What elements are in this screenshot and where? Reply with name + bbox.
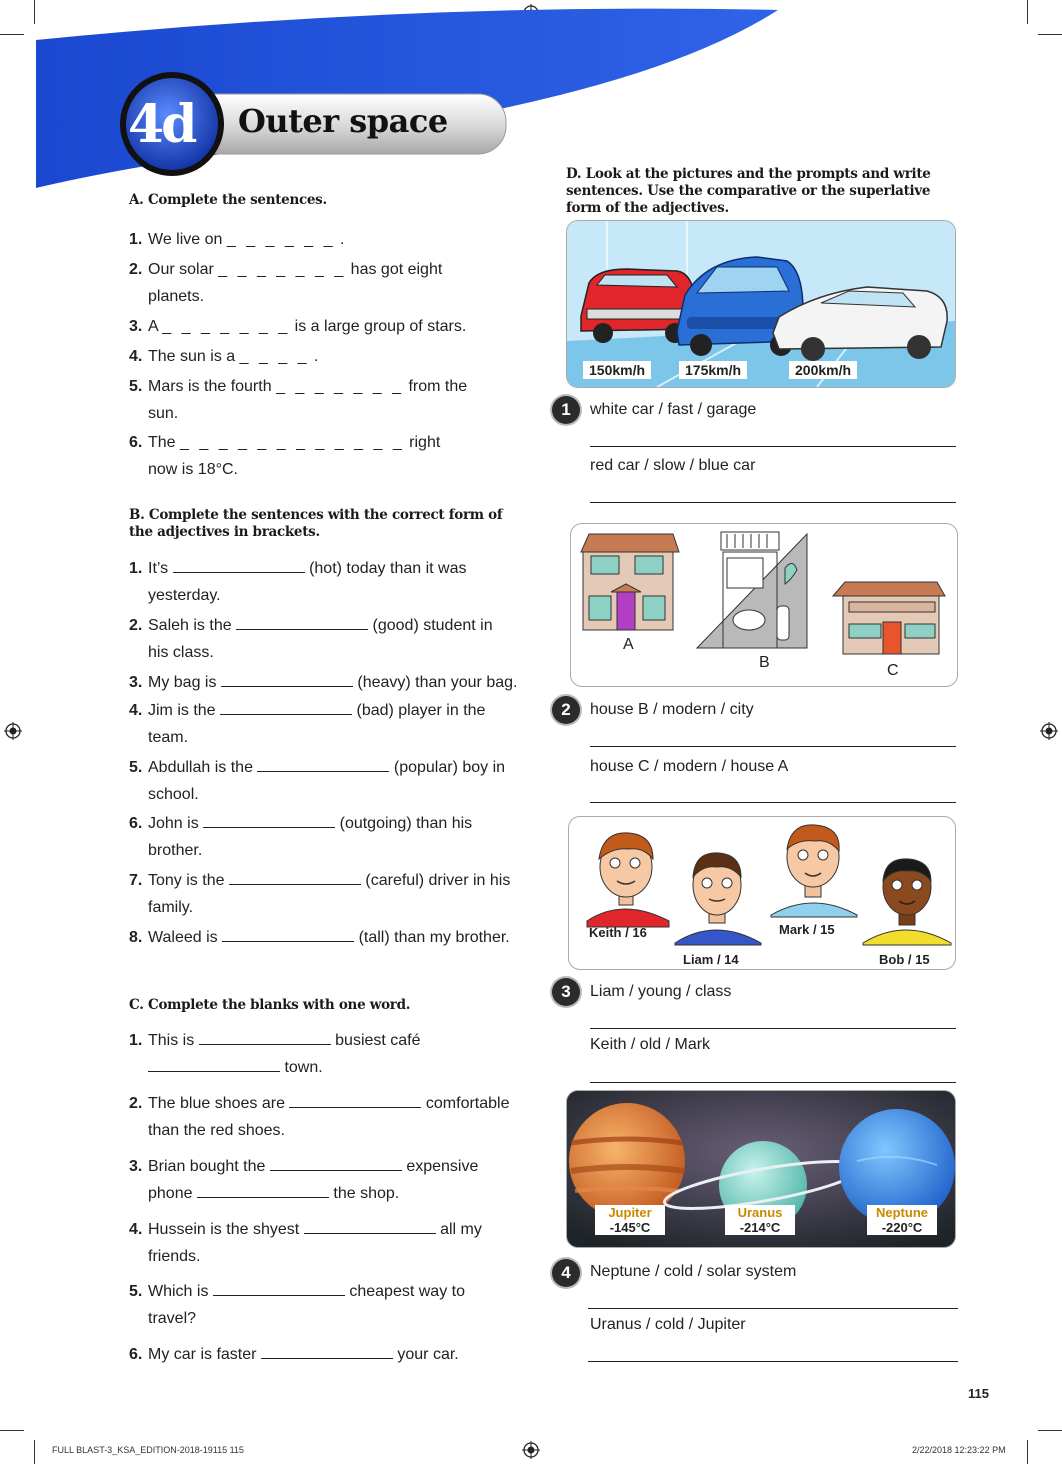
answer-blank[interactable] <box>197 1183 329 1198</box>
answer-blank[interactable] <box>203 813 335 828</box>
jupiter-icon <box>569 1103 685 1219</box>
boys-picture <box>568 816 956 970</box>
answer-blank[interactable] <box>257 757 389 772</box>
prompt-text: white car / fast / garage <box>590 401 757 418</box>
prompt-text: red car / slow / blue car <box>590 457 756 474</box>
speed-label: 200km/h <box>789 361 857 379</box>
answer-blank[interactable] <box>289 1093 421 1108</box>
exercise-b-item: 6. John is (outgoing) than his brother. <box>129 815 473 859</box>
crop-mark <box>1038 1430 1062 1431</box>
letter-blanks[interactable]: _ _ _ _ _ _ _ <box>162 318 291 335</box>
prompt-text: Liam / young / class <box>590 983 732 1000</box>
answer-blank[interactable] <box>222 927 354 942</box>
prompt-text: house C / modern / house A <box>590 758 789 775</box>
answer-line[interactable] <box>588 1361 958 1362</box>
exercise-number-badge: 3 <box>552 978 580 1006</box>
unit-number: 4d <box>128 94 195 155</box>
letter-blanks[interactable]: _ _ _ _ _ _ _ _ _ _ _ _ <box>180 434 405 451</box>
section-b-title: B. Complete the sentences with the correct form of the adjectives in brackets. <box>129 507 503 540</box>
answer-line[interactable] <box>590 746 956 747</box>
answer-blank[interactable] <box>148 1057 280 1072</box>
boy-label: Mark / 15 <box>779 922 835 937</box>
house-label: A <box>623 636 634 653</box>
house-b-icon <box>697 532 807 648</box>
exercise-c-item: 1. This is busiest café town. <box>129 1032 421 1076</box>
page-number: 115 <box>968 1386 989 1401</box>
exercise-c-item: 4. Hussein is the shyest all my friends. <box>129 1221 482 1265</box>
prompt-text: Neptune / cold / solar system <box>590 1263 797 1280</box>
answer-blank[interactable] <box>221 672 353 687</box>
exercise-b-item: 5. Abdullah is the (popular) boy in school. <box>129 759 506 803</box>
crop-mark <box>1027 1440 1028 1464</box>
exercise-b-item: 4. Jim is the (bad) player in the team. <box>129 702 486 746</box>
crop-mark <box>0 1430 24 1431</box>
registration-mark-icon <box>1040 722 1058 740</box>
answer-blank[interactable] <box>261 1344 393 1359</box>
answer-line[interactable] <box>590 502 956 503</box>
crop-mark <box>34 1440 35 1464</box>
exercise-b-item: 7. Tony is the (careful) driver in his family. <box>129 872 511 916</box>
exercise-a-item: 2. Our solar _ _ _ _ _ _ _ has got eight planets. <box>129 261 443 305</box>
answer-blank[interactable] <box>173 558 305 573</box>
answer-line[interactable] <box>590 446 956 447</box>
exercise-number-badge: 4 <box>552 1259 580 1287</box>
registration-mark-icon <box>522 1441 540 1459</box>
answer-line[interactable] <box>588 1308 958 1309</box>
unit-title: Outer space <box>238 102 448 140</box>
planet-label: Uranus -214°C <box>725 1205 795 1235</box>
section-c-title: C. Complete the blanks with one word. <box>129 997 411 1013</box>
house-c-icon <box>833 582 945 654</box>
exercise-c-item: 5. Which is cheapest way to travel? <box>129 1283 465 1327</box>
boy-label: Keith / 16 <box>589 925 647 940</box>
cars-picture <box>566 220 956 388</box>
house-a-icon <box>581 534 679 630</box>
answer-blank[interactable] <box>199 1030 331 1045</box>
answer-line[interactable] <box>590 1082 956 1083</box>
houses-picture <box>570 523 958 687</box>
boy-keith-icon <box>587 833 669 927</box>
boy-bob-icon <box>863 859 951 945</box>
planet-label: Neptune -220°C <box>867 1205 937 1235</box>
exercise-number-badge: 1 <box>552 396 580 424</box>
exercise-b-item: 2. Saleh is the (good) student in his class. <box>129 617 493 661</box>
planets-picture <box>566 1090 956 1248</box>
boy-mark-icon <box>771 825 857 917</box>
exercise-c-item: 2. The blue shoes are comfortable than the red shoes. <box>129 1095 510 1139</box>
registration-mark-icon <box>4 722 22 740</box>
answer-blank[interactable] <box>213 1281 345 1296</box>
section-a-title: A. Complete the sentences. <box>129 192 327 208</box>
exercise-c-item: 3. Brian bought the expensive phone the shop. <box>129 1158 479 1202</box>
letter-blanks[interactable]: _ _ _ _ _ _ <box>226 231 336 248</box>
house-label: B <box>759 654 770 671</box>
answer-blank[interactable] <box>220 700 352 715</box>
answer-blank[interactable] <box>304 1219 436 1234</box>
section-d-title: D. Look at the pictures and the prompts and write sentences. Use the comparative or the superlative form of the adjectives. <box>566 166 931 216</box>
boy-label: Liam / 14 <box>683 952 739 967</box>
answer-line[interactable] <box>590 1028 956 1029</box>
prompt-text: Uranus / cold / Jupiter <box>590 1316 746 1333</box>
letter-blanks[interactable]: _ _ _ _ <box>239 348 310 365</box>
boy-label: Bob / 15 <box>879 952 930 967</box>
answer-blank[interactable] <box>229 870 361 885</box>
boys-illustration <box>569 817 955 969</box>
house-label: C <box>887 662 899 679</box>
file-info: FULL BLAST-3_KSA_EDITION-2018-19115 115 <box>52 1445 244 1455</box>
letter-blanks[interactable]: _ _ _ _ _ _ _ <box>218 261 347 278</box>
answer-blank[interactable] <box>236 615 368 630</box>
planet-label: Jupiter -145°C <box>595 1205 665 1235</box>
exercise-a-item: 5. Mars is the fourth _ _ _ _ _ _ _ from the sun. <box>129 378 468 422</box>
speed-label: 175km/h <box>679 361 747 379</box>
answer-blank[interactable] <box>270 1156 402 1171</box>
letter-blanks[interactable]: _ _ _ _ _ _ _ <box>276 378 405 395</box>
answer-line[interactable] <box>590 802 956 803</box>
exercise-number-badge: 2 <box>552 696 580 724</box>
print-timestamp: 2/22/2018 12:23:22 PM <box>912 1445 1006 1455</box>
exercise-b-item: 1. It’s (hot) today than it was yesterday. <box>129 560 467 604</box>
exercise-a-item: 6. The _ _ _ _ _ _ _ _ _ _ _ _ right now is 18°C. <box>129 434 441 478</box>
boy-liam-icon <box>675 853 761 945</box>
speed-label: 150km/h <box>583 361 651 379</box>
prompt-text: house B / modern / city <box>590 701 754 718</box>
prompt-text: Keith / old / Mark <box>590 1036 711 1053</box>
